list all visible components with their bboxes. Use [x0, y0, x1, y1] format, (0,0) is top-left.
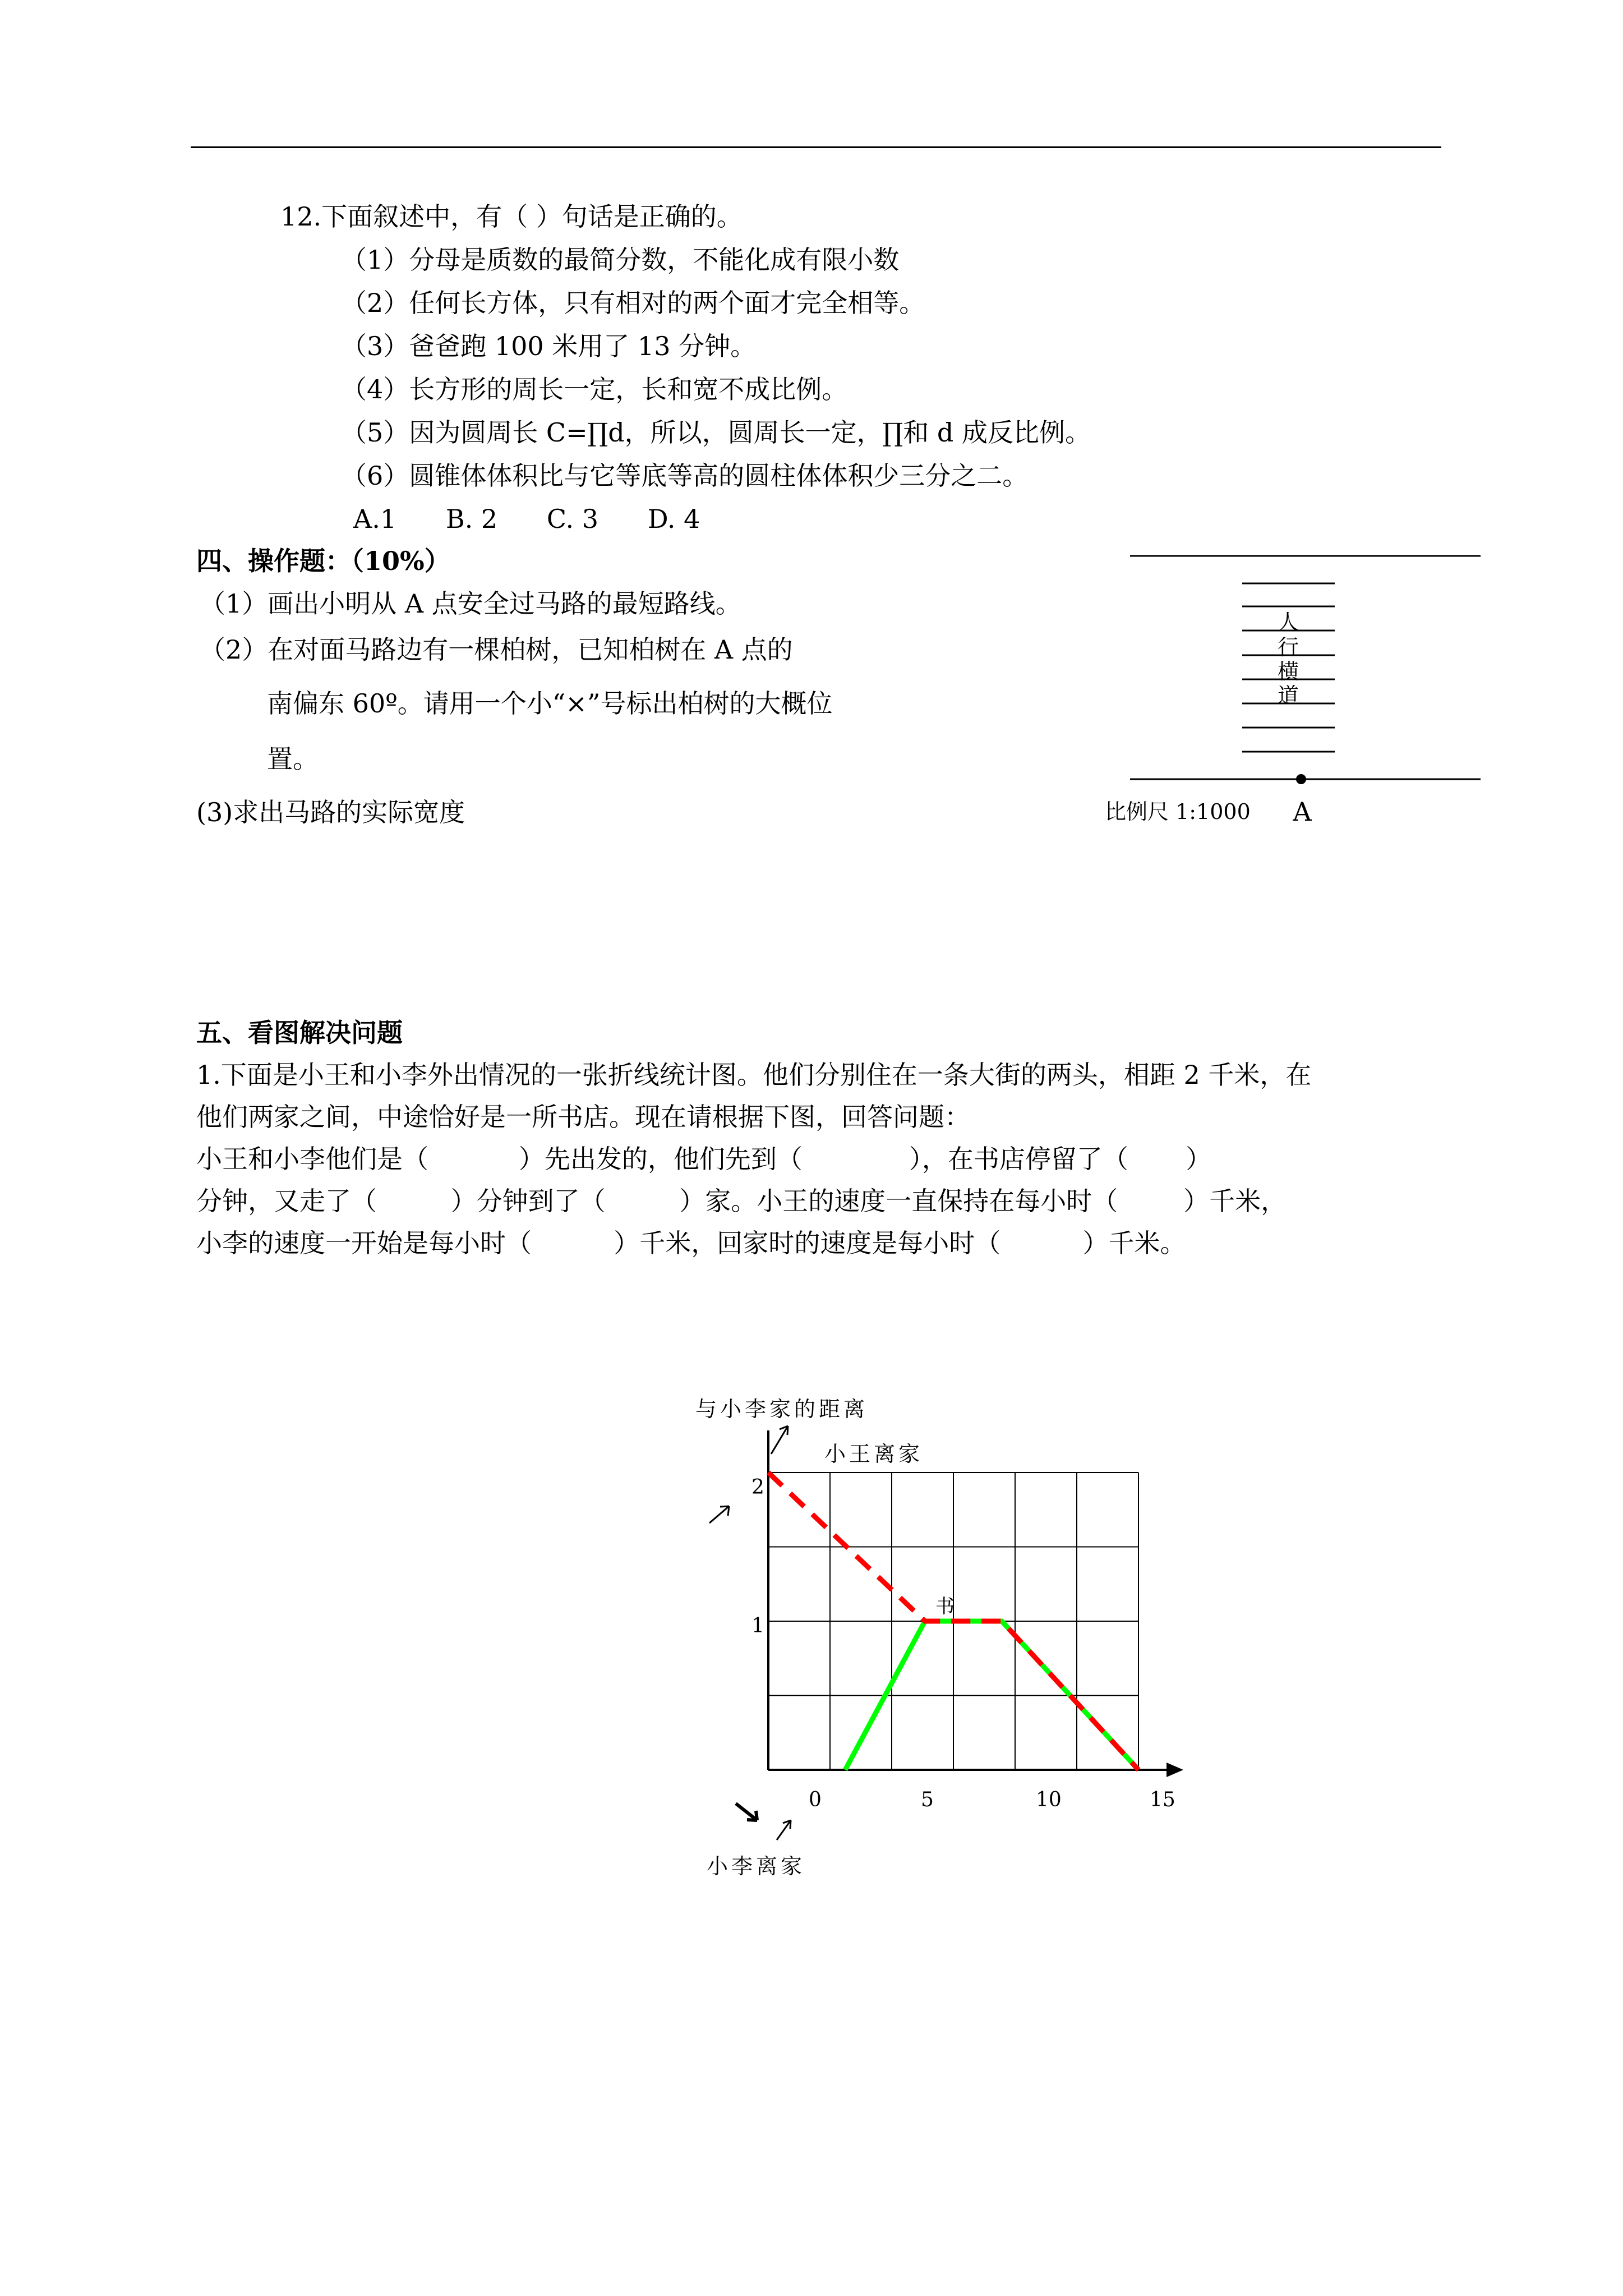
- road-diagram: [1099, 539, 1492, 853]
- section4-q2-line1: （2）在对面马路边有一棵柏树，已知柏树在 A 点的: [200, 634, 793, 665]
- q12-choices: A.1 B. 2 C. 3 D. 4: [353, 504, 700, 534]
- section5-fill-line1: 小王和小李他们是（ ）先出发的，他们先到（ ），在书店停留了（ ）: [196, 1144, 1212, 1174]
- scale-label: 比例尺 1:1000: [1105, 799, 1251, 824]
- section5-title: 五、看图解决问题: [196, 1018, 403, 1048]
- x-tick-0: 0: [809, 1788, 822, 1811]
- section4-title: 四、操作题：（10%）: [196, 546, 450, 576]
- chart-label-xiaowang: 小王离家: [824, 1442, 924, 1466]
- q12-stem: 12.下面叙述中，有（ ）句话是正确的。: [280, 201, 743, 232]
- distance-chart: [673, 1391, 1234, 1885]
- section4-q3: (3)求出马路的实际宽度: [196, 797, 465, 827]
- crosswalk-char-4: 道: [1277, 683, 1299, 708]
- section4-q2-line3: 置。: [267, 744, 319, 774]
- y-tick-2: 2: [751, 1476, 764, 1499]
- x-tick-10: 10: [1036, 1788, 1062, 1811]
- q12-item-2: （2）任何长方体，只有相对的两个面才完全相等。: [341, 288, 925, 318]
- x-tick-15: 15: [1150, 1788, 1175, 1811]
- point-a-label: A: [1293, 797, 1312, 827]
- chart-label-xiaoli: 小李离家: [707, 1854, 806, 1879]
- x-axis-arrow: [1166, 1763, 1183, 1777]
- crosswalk-char-2: 行: [1277, 635, 1299, 660]
- chart-ylabel: 与小李家的距离: [695, 1397, 869, 1421]
- q12-item-5: （5）因为圆周长 C=∏d，所以，圆周长一定，∏和 d 成反比例。: [341, 417, 1091, 448]
- section5-fill-line3: 小李的速度一开始是每小时（ ）千米，回家时的速度是每小时（ ）千米。: [196, 1228, 1186, 1258]
- section5-fill-line2: 分钟，又走了（ ）分钟到了（ ）家。小王的速度一直保持在每小时（ ）千米，: [196, 1186, 1287, 1216]
- section4-q1: （1）画出小明从 A 点安全过马路的最短路线。: [200, 588, 741, 619]
- section5-intro-line2: 他们两家之间，中途恰好是一所书店。现在请根据下图，回答问题：: [196, 1102, 970, 1132]
- q12-item-1: （1）分母是质数的最简分数，不能化成有限小数: [341, 245, 900, 275]
- header-rule: [191, 146, 1441, 148]
- crosswalk-char-3: 横: [1277, 659, 1299, 684]
- crosswalk-char-1: 人: [1277, 610, 1299, 634]
- annotation-arrows: [709, 1426, 791, 1840]
- x-tick-5: 5: [921, 1788, 934, 1811]
- q12-item-3: （3）爸爸跑 100 米用了 13 分钟。: [341, 331, 757, 361]
- point-a-marker: [1296, 774, 1306, 784]
- q12-item-4: （4）长方形的周长一定，长和宽不成比例。: [341, 374, 848, 404]
- y-tick-1: 1: [751, 1614, 764, 1637]
- section5-intro-line1: 1.下面是小王和小李外出情况的一张折线统计图。他们分别住在一条大街的两头，相距 2 千米，在: [196, 1060, 1312, 1090]
- chart-label-store: 书: [935, 1595, 955, 1618]
- q12-item-6: （6）圆锥体体积比与它等底等高的圆柱体体积少三分之二。: [341, 461, 1029, 491]
- section4-q2-line2: 南偏东 60º。请用一个小“×”号标出柏树的大概位: [267, 688, 833, 719]
